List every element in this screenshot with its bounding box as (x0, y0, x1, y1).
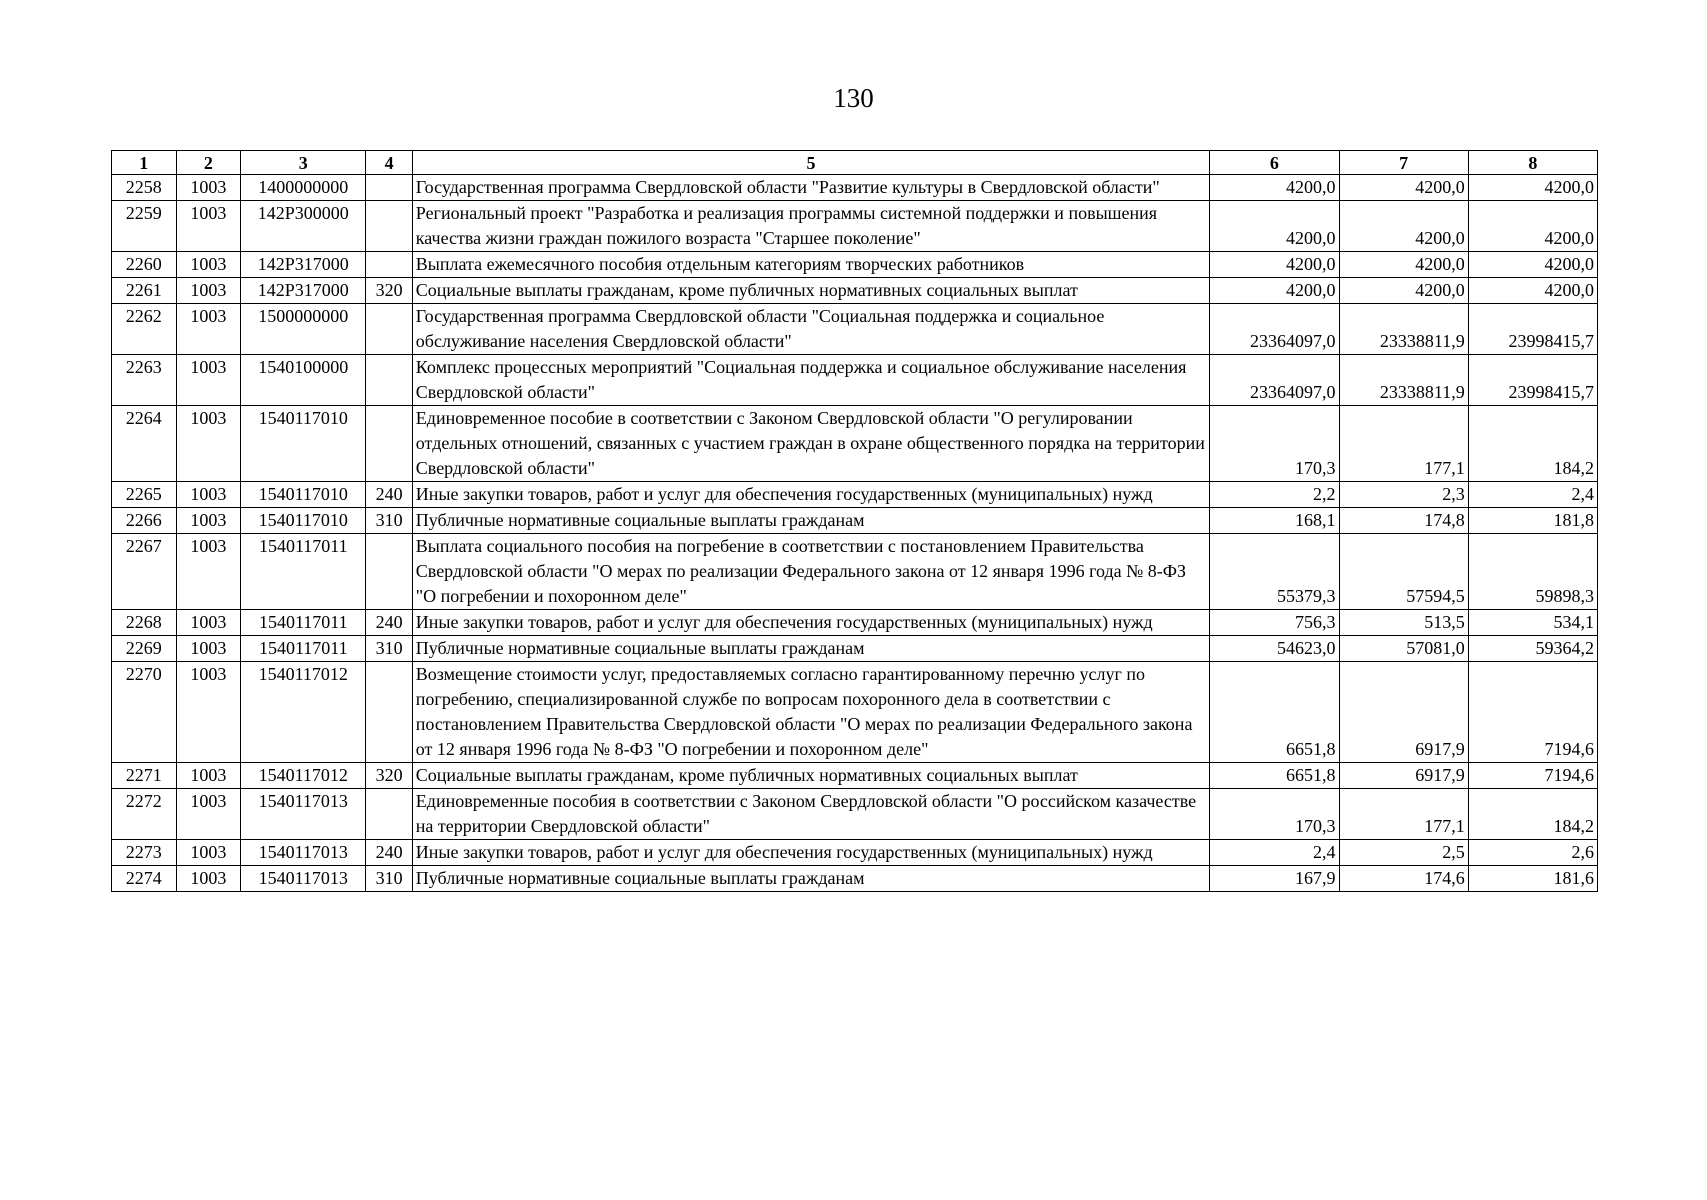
amount-year-2-cell: 6917,9 (1339, 662, 1468, 763)
target-article-code-cell: 1400000000 (241, 175, 366, 201)
amount-year-1-cell: 23364097,0 (1210, 355, 1339, 406)
expense-type-code-cell (366, 252, 412, 278)
section-code-cell: 1003 (176, 610, 241, 636)
amount-year-1-cell: 168,1 (1210, 508, 1339, 534)
amount-year-3-cell: 59898,3 (1468, 534, 1597, 610)
table-body (112, 175, 1598, 892)
item-description-cell: Социальные выплаты гражданам, кроме публичных нормативных социальных выплат (412, 763, 1210, 789)
section-code-cell: 1003 (176, 304, 241, 355)
header-row (112, 151, 1598, 175)
item-description-cell: Выплата социального пособия на погребение в соответствии с постановлением Правительства Свердловской области "О мерах по реализации Федерального закона от 12 января 1996 года № 8-ФЗ "О погребении и похоронном деле" (412, 534, 1210, 610)
amount-year-1-cell: 6651,8 (1210, 662, 1339, 763)
column-header: 8 (1468, 151, 1597, 175)
amount-year-1-cell: 2,2 (1210, 482, 1339, 508)
section-code-cell: 1003 (176, 866, 241, 892)
amount-year-2-cell: 4200,0 (1339, 278, 1468, 304)
amount-year-2-cell: 6917,9 (1339, 763, 1468, 789)
section-code-cell: 1003 (176, 175, 241, 201)
amount-year-3-cell: 4200,0 (1468, 175, 1597, 201)
expense-type-code-cell: 240 (366, 610, 412, 636)
target-article-code-cell: 142P300000 (241, 201, 366, 252)
item-description-cell: Государственная программа Свердловской области "Социальная поддержка и социальное обслуживание населения Свердловской области" (412, 304, 1210, 355)
amount-year-2-cell: 177,1 (1339, 406, 1468, 482)
amount-year-3-cell: 184,2 (1468, 789, 1597, 840)
table-row (112, 304, 1598, 355)
row-number-cell: 2266 (112, 508, 177, 534)
target-article-code-cell: 1540117011 (241, 610, 366, 636)
section-code-cell: 1003 (176, 406, 241, 482)
table-row (112, 406, 1598, 482)
amount-year-3-cell: 4200,0 (1468, 201, 1597, 252)
amount-year-2-cell: 177,1 (1339, 789, 1468, 840)
section-code-cell: 1003 (176, 534, 241, 610)
section-code-cell: 1003 (176, 636, 241, 662)
expense-type-code-cell: 310 (366, 866, 412, 892)
amount-year-1-cell: 170,3 (1210, 406, 1339, 482)
row-number-cell: 2265 (112, 482, 177, 508)
expense-type-code-cell (366, 406, 412, 482)
item-description-cell: Иные закупки товаров, работ и услуг для обеспечения государственных (муниципальных) нужд (412, 840, 1210, 866)
target-article-code-cell: 1540117012 (241, 763, 366, 789)
table-row (112, 636, 1598, 662)
table-row (112, 252, 1598, 278)
amount-year-3-cell: 4200,0 (1468, 278, 1597, 304)
section-code-cell: 1003 (176, 278, 241, 304)
amount-year-2-cell: 4200,0 (1339, 201, 1468, 252)
section-code-cell: 1003 (176, 763, 241, 789)
row-number-cell: 2261 (112, 278, 177, 304)
amount-year-3-cell: 7194,6 (1468, 763, 1597, 789)
expense-type-code-cell (366, 201, 412, 252)
amount-year-1-cell: 4200,0 (1210, 201, 1339, 252)
item-description-cell: Государственная программа Свердловской области "Развитие культуры в Свердловской области" (412, 175, 1210, 201)
amount-year-1-cell: 4200,0 (1210, 175, 1339, 201)
expense-type-code-cell: 240 (366, 840, 412, 866)
amount-year-3-cell: 184,2 (1468, 406, 1597, 482)
column-header: 1 (112, 151, 177, 175)
item-description-cell: Комплекс процессных мероприятий "Социальная поддержка и социальное обслуживание населения Свердловской области" (412, 355, 1210, 406)
amount-year-2-cell: 2,3 (1339, 482, 1468, 508)
amount-year-3-cell: 7194,6 (1468, 662, 1597, 763)
amount-year-1-cell: 54623,0 (1210, 636, 1339, 662)
target-article-code-cell: 1540117013 (241, 789, 366, 840)
item-description-cell: Единовременное пособие в соответствии с Законом Свердловской области "О регулировании отдельных отношений, связанных с участием граждан в охране общественного порядка на территории Свердловской области" (412, 406, 1210, 482)
row-number-cell: 2270 (112, 662, 177, 763)
column-header: 6 (1210, 151, 1339, 175)
item-description-cell: Публичные нормативные социальные выплаты гражданам (412, 866, 1210, 892)
item-description-cell: Выплата ежемесячного пособия отдельным категориям творческих работников (412, 252, 1210, 278)
item-description-cell: Иные закупки товаров, работ и услуг для обеспечения государственных (муниципальных) нужд (412, 482, 1210, 508)
table-row (112, 840, 1598, 866)
row-number-cell: 2268 (112, 610, 177, 636)
amount-year-2-cell: 2,5 (1339, 840, 1468, 866)
table-row (112, 175, 1598, 201)
section-code-cell: 1003 (176, 662, 241, 763)
table-row (112, 534, 1598, 610)
budget-table (111, 150, 1598, 892)
row-number-cell: 2274 (112, 866, 177, 892)
section-code-cell: 1003 (176, 789, 241, 840)
item-description-cell: Региональный проект "Разработка и реализация программы системной поддержки и повышения качества жизни граждан пожилого возраста "Старшее поколение" (412, 201, 1210, 252)
amount-year-3-cell: 2,4 (1468, 482, 1597, 508)
target-article-code-cell: 1540100000 (241, 355, 366, 406)
amount-year-2-cell: 4200,0 (1339, 252, 1468, 278)
item-description-cell: Публичные нормативные социальные выплаты гражданам (412, 636, 1210, 662)
amount-year-2-cell: 23338811,9 (1339, 304, 1468, 355)
target-article-code-cell: 1540117012 (241, 662, 366, 763)
expense-type-code-cell (366, 662, 412, 763)
section-code-cell: 1003 (176, 482, 241, 508)
expense-type-code-cell (366, 355, 412, 406)
amount-year-3-cell: 534,1 (1468, 610, 1597, 636)
expense-type-code-cell (366, 304, 412, 355)
target-article-code-cell: 1540117010 (241, 508, 366, 534)
amount-year-2-cell: 23338811,9 (1339, 355, 1468, 406)
row-number-cell: 2258 (112, 175, 177, 201)
table-row (112, 763, 1598, 789)
column-header: 5 (412, 151, 1210, 175)
target-article-code-cell: 1540117010 (241, 482, 366, 508)
amount-year-1-cell: 6651,8 (1210, 763, 1339, 789)
row-number-cell: 2264 (112, 406, 177, 482)
row-number-cell: 2259 (112, 201, 177, 252)
section-code-cell: 1003 (176, 252, 241, 278)
amount-year-1-cell: 756,3 (1210, 610, 1339, 636)
table-row (112, 508, 1598, 534)
item-description-cell: Возмещение стоимости услуг, предоставляемых согласно гарантированному перечню услуг по погребению, специализированной службе по вопросам похоронного дела в соответствии с постановлением Правительства Свердловской области "О мерах по реализации Федерального закона от 12 января 1996 года № 8-ФЗ "О погребении и похоронном деле" (412, 662, 1210, 763)
section-code-cell: 1003 (176, 355, 241, 406)
target-article-code-cell: 1540117010 (241, 406, 366, 482)
amount-year-3-cell: 23998415,7 (1468, 304, 1597, 355)
table-row (112, 610, 1598, 636)
target-article-code-cell: 1540117013 (241, 840, 366, 866)
expense-type-code-cell: 310 (366, 636, 412, 662)
table-row (112, 201, 1598, 252)
amount-year-2-cell: 4200,0 (1339, 175, 1468, 201)
amount-year-3-cell: 23998415,7 (1468, 355, 1597, 406)
amount-year-1-cell: 23364097,0 (1210, 304, 1339, 355)
row-number-cell: 2272 (112, 789, 177, 840)
target-article-code-cell: 142P317000 (241, 278, 366, 304)
amount-year-2-cell: 57081,0 (1339, 636, 1468, 662)
amount-year-1-cell: 2,4 (1210, 840, 1339, 866)
target-article-code-cell: 142P317000 (241, 252, 366, 278)
amount-year-1-cell: 167,9 (1210, 866, 1339, 892)
section-code-cell: 1003 (176, 508, 241, 534)
expense-type-code-cell: 240 (366, 482, 412, 508)
page-number: 130 (833, 83, 874, 113)
table-row (112, 278, 1598, 304)
expense-type-code-cell: 320 (366, 763, 412, 789)
item-description-cell: Иные закупки товаров, работ и услуг для обеспечения государственных (муниципальных) нужд (412, 610, 1210, 636)
amount-year-2-cell: 174,8 (1339, 508, 1468, 534)
amount-year-2-cell: 174,6 (1339, 866, 1468, 892)
row-number-cell: 2273 (112, 840, 177, 866)
column-header: 2 (176, 151, 241, 175)
section-code-cell: 1003 (176, 840, 241, 866)
row-number-cell: 2262 (112, 304, 177, 355)
amount-year-3-cell: 181,6 (1468, 866, 1597, 892)
table-row (112, 355, 1598, 406)
expense-type-code-cell: 310 (366, 508, 412, 534)
expense-type-code-cell: 320 (366, 278, 412, 304)
row-number-cell: 2269 (112, 636, 177, 662)
target-article-code-cell: 1540117013 (241, 866, 366, 892)
row-number-cell: 2267 (112, 534, 177, 610)
target-article-code-cell: 1500000000 (241, 304, 366, 355)
amount-year-3-cell: 4200,0 (1468, 252, 1597, 278)
expense-type-code-cell (366, 534, 412, 610)
amount-year-3-cell: 59364,2 (1468, 636, 1597, 662)
amount-year-1-cell: 170,3 (1210, 789, 1339, 840)
amount-year-3-cell: 2,6 (1468, 840, 1597, 866)
amount-year-1-cell: 55379,3 (1210, 534, 1339, 610)
table-row (112, 482, 1598, 508)
row-number-cell: 2260 (112, 252, 177, 278)
table-row (112, 789, 1598, 840)
table-row (112, 866, 1598, 892)
amount-year-2-cell: 513,5 (1339, 610, 1468, 636)
column-header: 3 (241, 151, 366, 175)
amount-year-1-cell: 4200,0 (1210, 278, 1339, 304)
item-description-cell: Единовременные пособия в соответствии с Законом Свердловской области "О российском казачестве на территории Свердловской области" (412, 789, 1210, 840)
row-number-cell: 2271 (112, 763, 177, 789)
item-description-cell: Социальные выплаты гражданам, кроме публичных нормативных социальных выплат (412, 278, 1210, 304)
amount-year-3-cell: 181,8 (1468, 508, 1597, 534)
item-description-cell: Публичные нормативные социальные выплаты гражданам (412, 508, 1210, 534)
amount-year-2-cell: 57594,5 (1339, 534, 1468, 610)
row-number-cell: 2263 (112, 355, 177, 406)
column-header: 4 (366, 151, 412, 175)
target-article-code-cell: 1540117011 (241, 534, 366, 610)
target-article-code-cell: 1540117011 (241, 636, 366, 662)
table-row (112, 662, 1598, 763)
column-header: 7 (1339, 151, 1468, 175)
section-code-cell: 1003 (176, 201, 241, 252)
amount-year-1-cell: 4200,0 (1210, 252, 1339, 278)
expense-type-code-cell (366, 175, 412, 201)
expense-type-code-cell (366, 789, 412, 840)
